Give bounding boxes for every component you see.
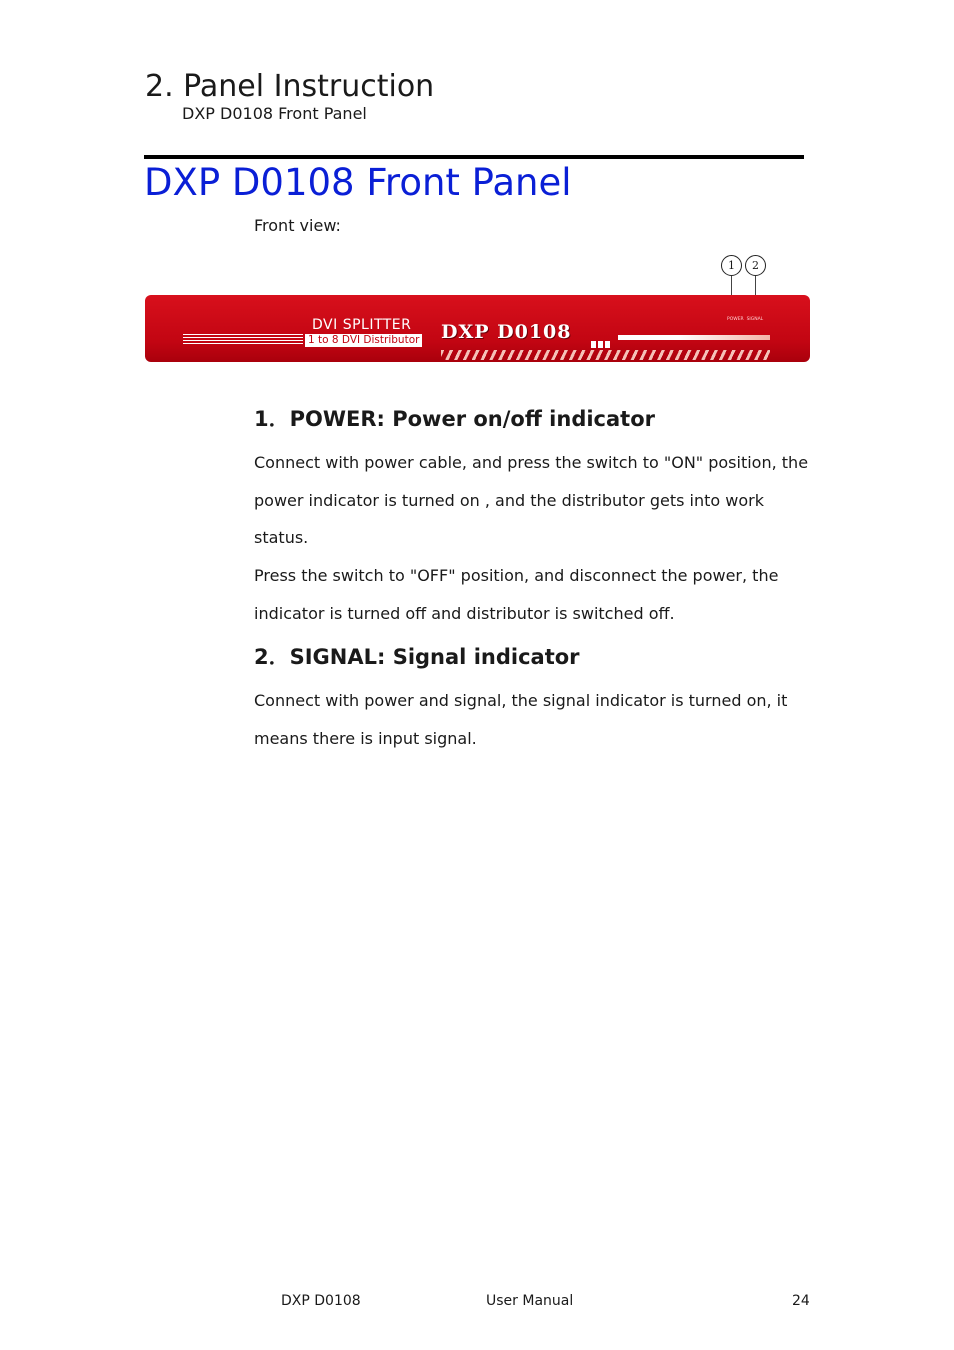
front-view-label: Front view: (254, 216, 341, 235)
panel-product-desc: 1 to 8 DVI Distributor (305, 334, 422, 347)
callout-2: 2 (745, 255, 766, 276)
section-title: DXP D0108 Front Panel (144, 161, 572, 204)
item-paragraph: Connect with power and signal, the signal indicator is turned on, it means there is input signal. (254, 691, 788, 748)
device-front-panel (145, 295, 810, 362)
footer-product: DXP D0108 (281, 1293, 361, 1309)
item-paragraph: Connect with power cable, and press the switch to "ON" position, the power indicator is turned on , and the distributor gets into work status. (254, 453, 809, 547)
footer-page-number: 24 (792, 1293, 810, 1309)
chapter-title: 2. Panel Instruction (145, 69, 435, 104)
item-heading-signal: 2．SIGNAL: Signal indicator (254, 645, 580, 669)
led-power-label: POWER (727, 317, 744, 322)
panel-decor-hatch (441, 350, 770, 360)
front-panel-illustration (145, 250, 810, 365)
led-signal-label: SIGNAL (746, 317, 764, 322)
item-paragraph: Press the switch to "OFF" position, and disconnect the power, the indicator is turned off and distributor is switched off. (254, 566, 779, 623)
section-divider (144, 155, 804, 159)
panel-decor-lines (183, 334, 303, 347)
item-heading-power: 1．POWER: Power on/off indicator (254, 407, 655, 431)
panel-decor-dots (591, 333, 615, 341)
footer-doc-title: User Manual (486, 1293, 574, 1309)
panel-model: DXP D0108 (441, 321, 572, 343)
callout-1: 1 (721, 255, 742, 276)
panel-decor-stripe (618, 335, 770, 340)
panel-product-line: DVI SPLITTER (312, 317, 412, 333)
panel-led-labels (727, 317, 763, 322)
chapter-subtitle: DXP D0108 Front Panel (182, 104, 367, 123)
